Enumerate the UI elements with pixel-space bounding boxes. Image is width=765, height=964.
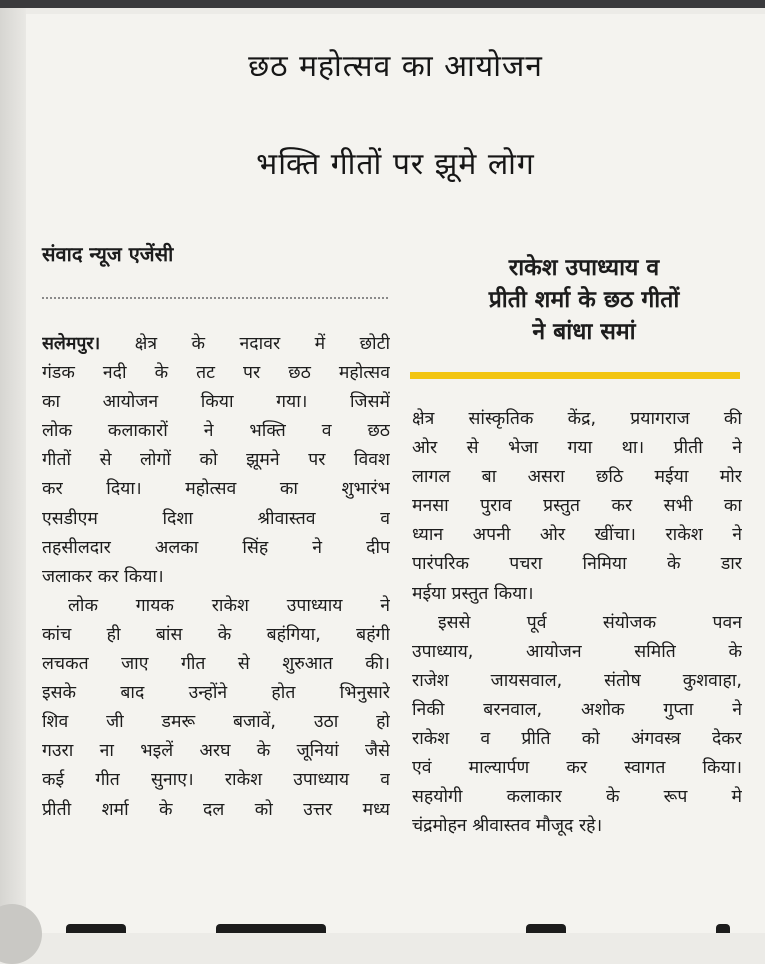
text-line: ध्यान अपनी ओर खींचा। राकेश ने [412, 525, 742, 546]
page-gutter-shadow [0, 8, 26, 933]
text-line: शिव जी डमरू बजावें, उठा हो [42, 712, 390, 733]
subheadline-line-3: ने बांधा समां [532, 319, 636, 345]
cut-glyph [526, 924, 566, 933]
text-line: मईया प्रस्तुत किया। [412, 583, 534, 604]
cut-glyph [216, 924, 326, 933]
article-column-1 [42, 330, 390, 825]
next-article-cut-off-text [26, 918, 765, 933]
subheadline-line-1: राकेश उपाध्याय व [508, 255, 660, 281]
text-line: सहयोगी कलाकार के रूप मे [412, 787, 742, 808]
text-line: क्षेत्र सांस्कृतिक केंद्र, प्रयागराज की [412, 409, 742, 429]
text-line: लचकत जाए गीत से शुरुआत की। [42, 654, 390, 675]
newspaper-clipping [26, 14, 765, 933]
subheadline-line-2: प्रीती शर्मा के छठ गीतों [488, 287, 680, 313]
text-line-content: क्षेत्र के नदावर में छोटी [134, 334, 390, 354]
text-line: गउरा ना भइलें अरघ के जूनियां जैसे [42, 741, 390, 762]
text-line: एसडीएम दिशा श्रीवास्तव व [42, 508, 390, 529]
text-line: का आयोजन किया गया। जिसमें [42, 392, 390, 413]
text-line: पारंपरिक पचरा निमिया के डार [412, 554, 742, 575]
text-line: कर दिया। महोत्सव का शुभारंभ [42, 479, 390, 500]
text-line: गंडक नदी के तट पर छठ महोत्सव [42, 363, 390, 384]
subheadline-accent-bar [410, 372, 740, 379]
headline-line-2: भक्ति गीतों पर झूमे लोग [256, 147, 535, 182]
text-line: मनसा पुराव प्रस्तुत कर सभी का [412, 496, 742, 517]
text-line: ओर से भेजा गया था। प्रीती ने [412, 438, 742, 459]
text-line: चंद्रमोहन श्रीवास्तव मौजूद रहे। [412, 816, 603, 837]
article-column-2 [412, 405, 742, 841]
dateline: सलेमपुर। [42, 334, 101, 354]
text-line: गीतों से लोगों को झूमने पर विवश [42, 450, 390, 471]
text-line: उपाध्याय, आयोजन समिति के [412, 641, 742, 662]
text-line: निकी बरनवाल, अशोक गुप्ता ने [412, 699, 742, 720]
text-line: प्रीती शर्मा के दल को उत्तर मध्य [42, 799, 390, 820]
text-line: इससे पूर्व संयोजक पवन [438, 612, 742, 633]
cut-glyph [66, 924, 126, 933]
byline: संवाद न्यूज एजेंसी [42, 242, 174, 266]
text-line: राकेश व प्रीति को अंगवस्त्र देकर [412, 729, 742, 750]
text-line: कांच ही बांस के बहंगिया, बहंगी [42, 624, 390, 645]
headline-line-1: छठ महोत्सव का आयोजन [248, 49, 543, 84]
text-line: कई गीत सुनाए। राकेश उपाध्याय व [42, 770, 390, 791]
subheadline [414, 252, 754, 348]
text-line: लोक गायक राकेश उपाध्याय ने [68, 595, 390, 616]
text-line: लागल बा असरा छठि मईया मोर [412, 467, 742, 488]
byline-divider [42, 297, 388, 299]
text-line [42, 330, 390, 359]
text-line: एवं माल्यार्पण कर स्वागत किया। [412, 758, 742, 779]
text-line: लोक कलाकारों ने भक्ति व छठ [42, 421, 390, 442]
cut-glyph [716, 924, 730, 933]
text-line: राजेश जायसवाल, संतोष कुशवाहा, [412, 670, 742, 691]
text-line: तहसीलदार अलका सिंह ने दीप [42, 537, 390, 558]
text-line: जलाकर कर किया। [42, 566, 164, 587]
top-edge-bar [0, 0, 765, 8]
text-line: इसके बाद उन्होंने होत भिनुसारे [42, 683, 390, 704]
